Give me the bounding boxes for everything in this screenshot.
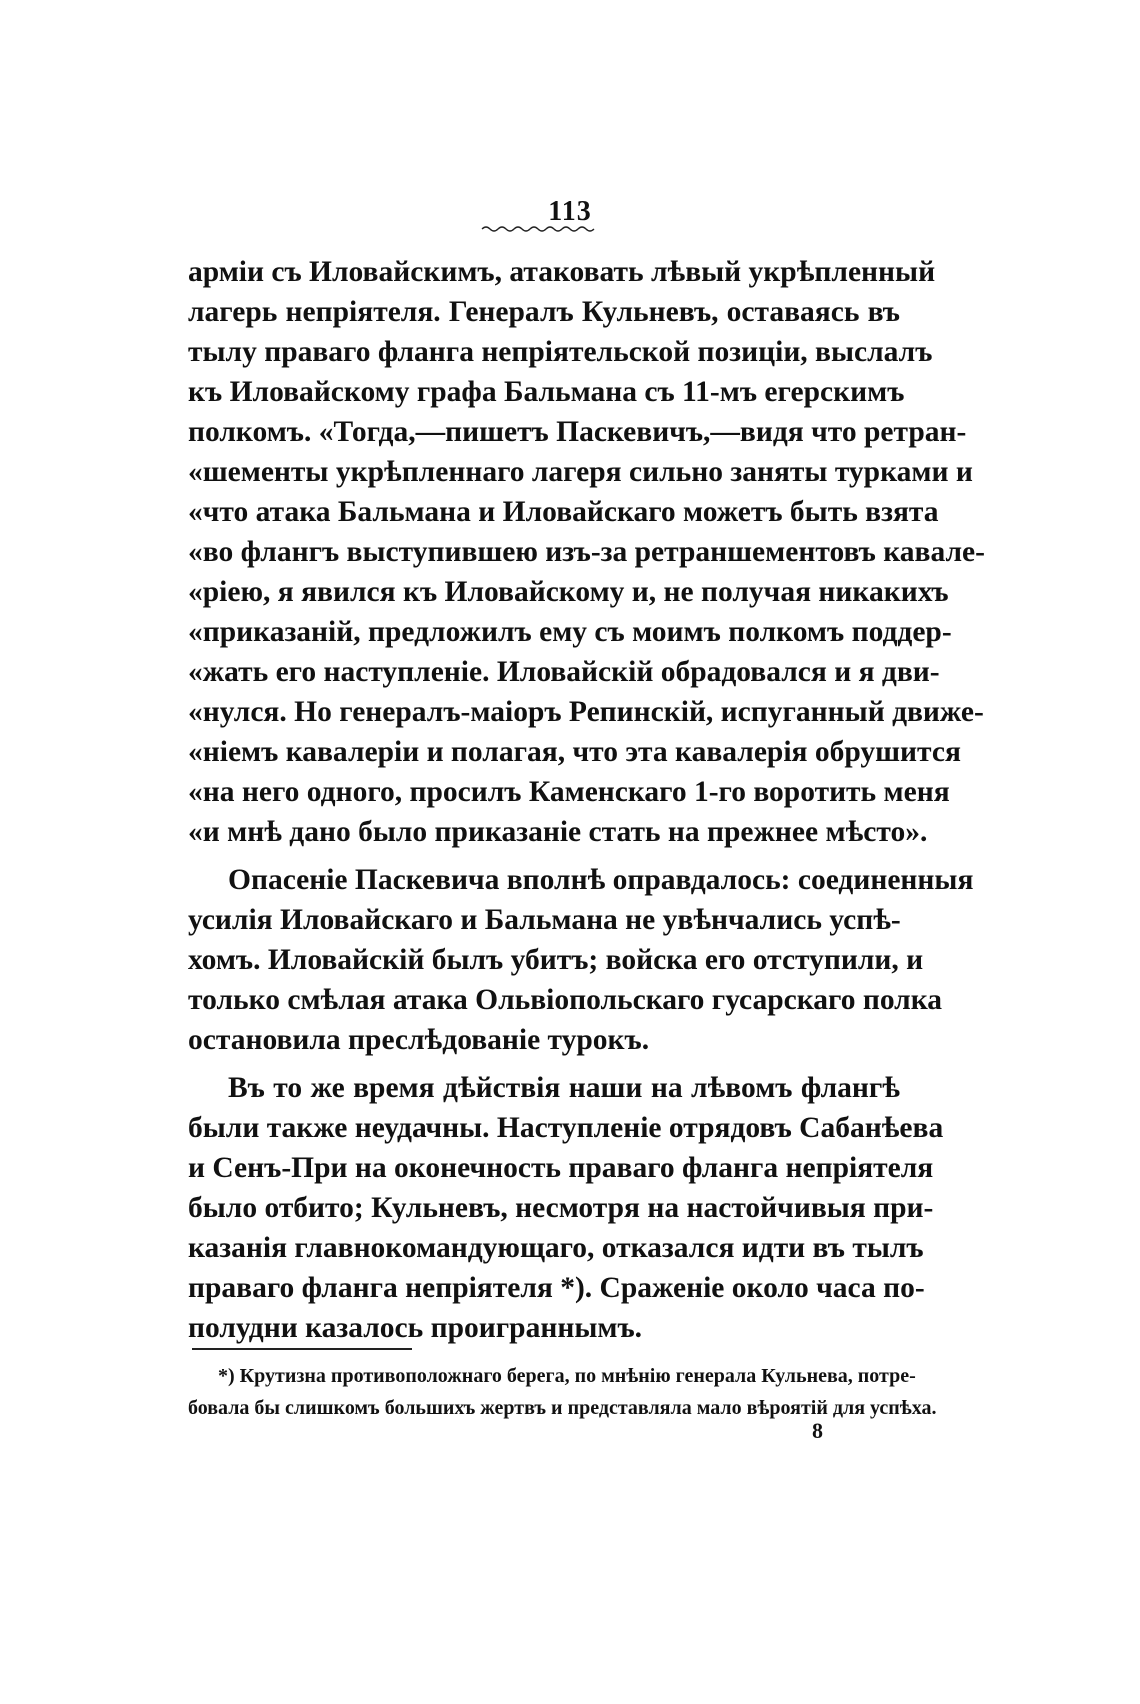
text-line: казанія главнокомандующаго, отказался идти въ тылъ: [188, 1232, 924, 1264]
paragraph-gap: [188, 1060, 900, 1068]
footnote-rule: [192, 1348, 412, 1350]
paragraph-gap: [188, 852, 900, 860]
text-line: усилія Иловайскаго и Бальмана не увѣнчались успѣ-: [188, 904, 901, 936]
text-line: остановила преслѣдованіе турокъ.: [188, 1024, 650, 1056]
text-line: праваго фланга непріятеля *). Сраженіе около часа по-: [188, 1272, 925, 1304]
text-line: полкомъ. «Тогда,—пишетъ Паскевичъ,—видя что ретран-: [188, 416, 967, 448]
text-line: «и мнѣ дано было приказаніе стать на прежнее мѣсто».: [188, 816, 928, 848]
text-line: «ніемъ кавалеріи и полагая, что эта кавалерія обрушится: [188, 736, 961, 768]
text-line: Въ то же время дѣйствія наши на лѣвомъ флангѣ: [228, 1072, 900, 1104]
text-line: «на него одного, просилъ Каменскаго 1-го воротить меня: [188, 776, 950, 808]
text-line: было отбито; Кульневъ, несмотря на настойчивыя при-: [188, 1192, 934, 1224]
signature-mark: 8: [812, 1418, 823, 1443]
text-line: «шементы укрѣпленнаго лагеря сильно заняты турками и: [188, 456, 973, 488]
footnote: [188, 1360, 937, 1424]
text-line: были также неудачны. Наступленіе отрядовъ Сабанѣева: [188, 1112, 944, 1144]
page-number: 113: [548, 196, 592, 227]
text-line: «жать его наступленіе. Иловайскій обрадовался и я дви-: [188, 656, 940, 688]
text-line: арміи съ Иловайскимъ, атаковать лѣвый укрѣпленный: [188, 256, 936, 288]
footnote-line: *) Крутизна противоположнаго берега, по мнѣнію генерала Кульнева, потре-: [218, 1365, 916, 1387]
text-line: только смѣлая атака Ольвіопольскаго гусарскаго полка: [188, 984, 943, 1016]
text-line: полудни казалось проиграннымъ.: [188, 1312, 643, 1344]
text-line: «во флангъ выступившею изъ-за ретраншементовъ кавале-: [188, 536, 985, 568]
text-line: «приказаній, предложилъ ему съ моимъ полкомъ поддер-: [188, 616, 952, 648]
text-line: «нулся. Но генералъ-маіоръ Репинскій, испуганный движе-: [188, 696, 984, 728]
text-line: «что атака Бальмана и Иловайскаго можетъ быть взята: [188, 496, 939, 528]
text-line: Опасеніе Паскевича вполнѣ оправдалось: соединенныя: [228, 864, 974, 896]
ornament-divider: [480, 224, 600, 234]
text-line: хомъ. Иловайскій былъ убитъ; войска его отступили, и: [188, 944, 924, 976]
text-line: и Сенъ-При на оконечность праваго фланга непріятеля: [188, 1152, 934, 1184]
body-text: [188, 252, 985, 1348]
text-line: лагерь непріятеля. Генералъ Кульневъ, оставаясь въ: [188, 296, 900, 328]
text-line: «ріею, я явился къ Иловайскому и, не получая никакихъ: [188, 576, 949, 608]
footnote-line: бовала бы слишкомъ большихъ жертвъ и представляла мало вѣроятій для успѣха.: [188, 1397, 937, 1419]
text-line: къ Иловайскому графа Бальмана съ 11-мъ егерскимъ: [188, 376, 905, 408]
text-line: тылу праваго фланга непріятельской позиціи, выслалъ: [188, 336, 933, 368]
